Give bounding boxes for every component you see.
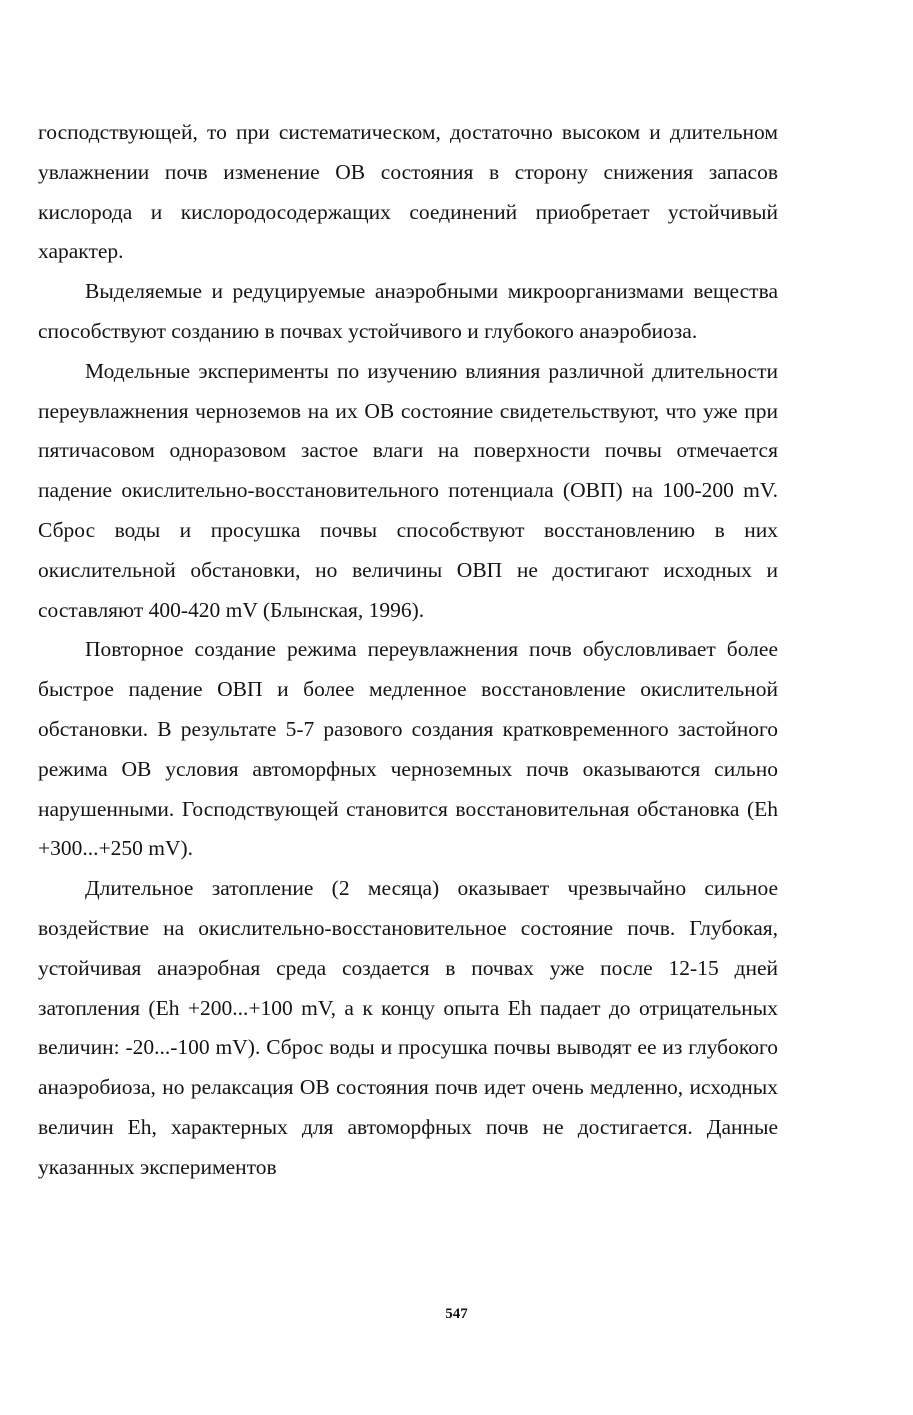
body-text <box>38 113 778 1188</box>
page-number: 547 <box>445 1306 468 1322</box>
paragraph: Длительное затопление (2 месяца) оказывает чрезвычайно сильное воздействие на окислительно-восстановительное состояние почв. Глубокая, устойчивая анаэробная среда создается в почвах уже после 12-15 дней затопления (Eh +200...+100 mV, а к концу опыта Eh падает до отрицательных величин: -20...-100 mV). Сброс воды и просушка почвы выводят ее из глубокого анаэробиоза, но релаксация ОВ состояния почв идет очень медленно, исходных величин Eh, характерных для автоморфных почв не достигается. Данные указанных экспериментов <box>38 876 778 1179</box>
paragraph: Повторное создание режима переувлажнения почв обусловливает более быстрое падение ОВП и более медленное восстановление окислительной обстановки. В результате 5-7 разового создания кратковременного застойного режима ОВ условия автоморфных черноземных почв оказываются сильно нарушенными. Господствующей становится восстановительная обстановка (Eh +300...+250 mV). <box>38 637 778 861</box>
paragraph: Выделяемые и редуцируемые анаэробными микроорганизмами вещества способствуют созданию в почвах устойчивого и глубокого анаэробиоза. <box>38 279 778 343</box>
paragraph: Модельные эксперименты по изучению влияния различной длительности переувлажнения черноземов на их ОВ состояние свидетельствуют, что уже при пятичасовом одноразовом застое влаги на поверхности почвы отмечается падение окислительно-восстановительного потенциала (ОВП) на 100-200 mV. Сброс воды и просушка почвы способствуют восстановлению в них окислительной обстановки, но величины ОВП не достигают исходных и составляют 400-420 mV (Блынская, 1996). <box>38 358 778 622</box>
paragraph-continuation: господствующей, то при систематическом, достаточно высоком и длительном увлажнении почв изменение ОВ состояния в сторону снижения запасов кислорода и кислородосодержащих соединений приобретает устойчивый характер. <box>38 120 778 264</box>
